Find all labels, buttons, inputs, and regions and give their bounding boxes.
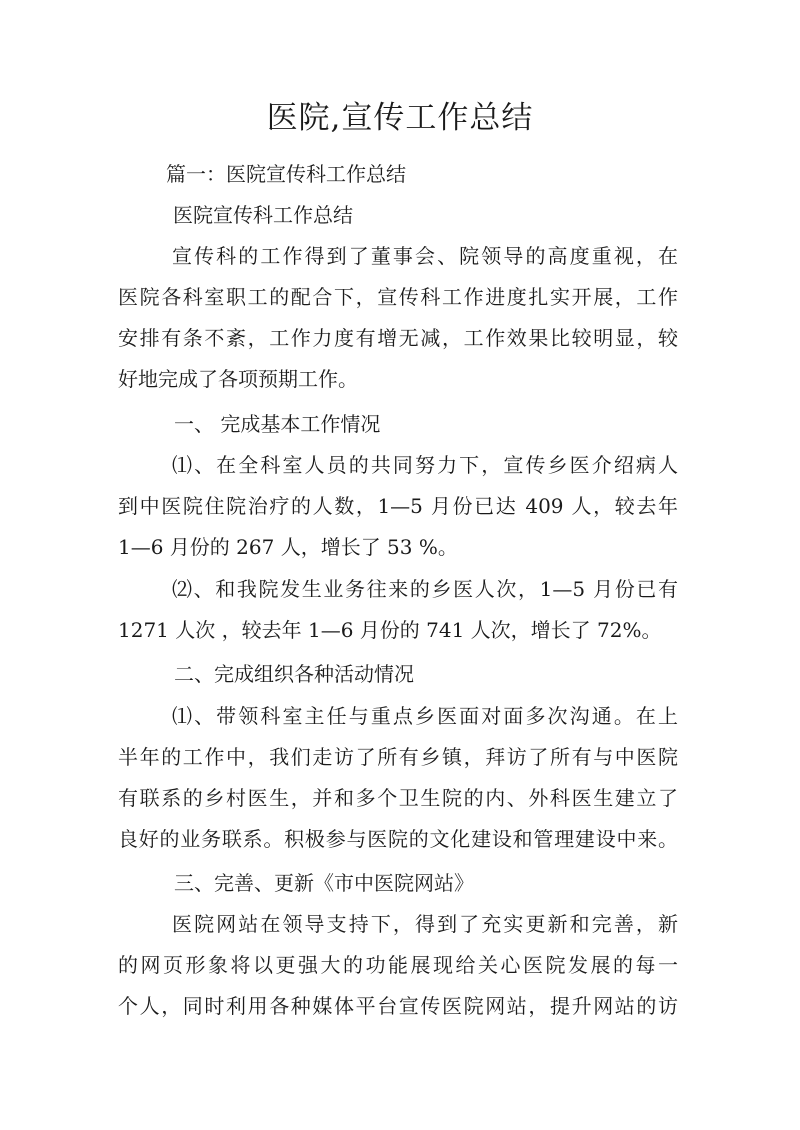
paragraph-line: 好地完成了各项预期工作。 <box>118 367 358 391</box>
subtitle: 医院宣传科工作总结 <box>173 203 353 227</box>
paragraph-line: 医院网站在领导支持下，得到了充实更新和完善，新 <box>172 912 678 936</box>
paragraph-line: 到中医院住院治疗的人数，1—5 月份已达 409 人，较去年 <box>118 494 678 518</box>
paragraph-line: 有联系的乡村医生，并和多个卫生院的内、外科医生建立了 <box>118 786 678 810</box>
section-heading-3: 三、完善、更新《市中医院网站》 <box>174 871 474 895</box>
paragraph-line: 半年的工作中，我们走访了所有乡镇，拜访了所有与中医院 <box>118 745 678 769</box>
paragraph-line: 医院各科室职工的配合下，宣传科工作进度扎实开展，工作 <box>118 285 678 309</box>
paragraph-line: ⑴、带领科室主任与重点乡医面对面多次沟通。在上 <box>172 704 678 728</box>
paragraph-line: 安排有条不紊，工作力度有增无减，工作效果比较明显，较 <box>118 326 678 350</box>
section-heading-chapter-1: 篇一：医院宣传科工作总结 <box>166 162 406 186</box>
paragraph-line: 1—6 月份的 267 人，增长了 53 %。 <box>118 535 458 559</box>
section-heading-2: 二、完成组织各种活动情况 <box>174 662 414 686</box>
paragraph-line: 的网页形象将以更强大的功能展现给关心医院发展的每一 <box>118 953 678 977</box>
document-title: 医院,宣传工作总结 <box>266 100 534 136</box>
paragraph-line: ⑴、在全科室人员的共同努力下，宣传乡医介绍病人 <box>172 453 678 477</box>
paragraph-line: ⑵、和我院发生业务往来的乡医人次，1—5 月份已有 <box>172 577 678 601</box>
paragraph-line: 1271 人次 ，较去年 1—6 月份的 741 人次，增长了 72%。 <box>118 618 662 642</box>
paragraph-line: 良好的业务联系。积极参与医院的文化建设和管理建设中来。 <box>118 827 678 851</box>
section-heading-1: 一、 完成基本工作情况 <box>174 412 381 436</box>
paragraph-line: 个人，同时利用各种媒体平台宣传医院网站，提升网站的访 <box>118 994 678 1018</box>
paragraph-line: 宣传科的工作得到了董事会、院领导的高度重视，在 <box>172 244 678 268</box>
